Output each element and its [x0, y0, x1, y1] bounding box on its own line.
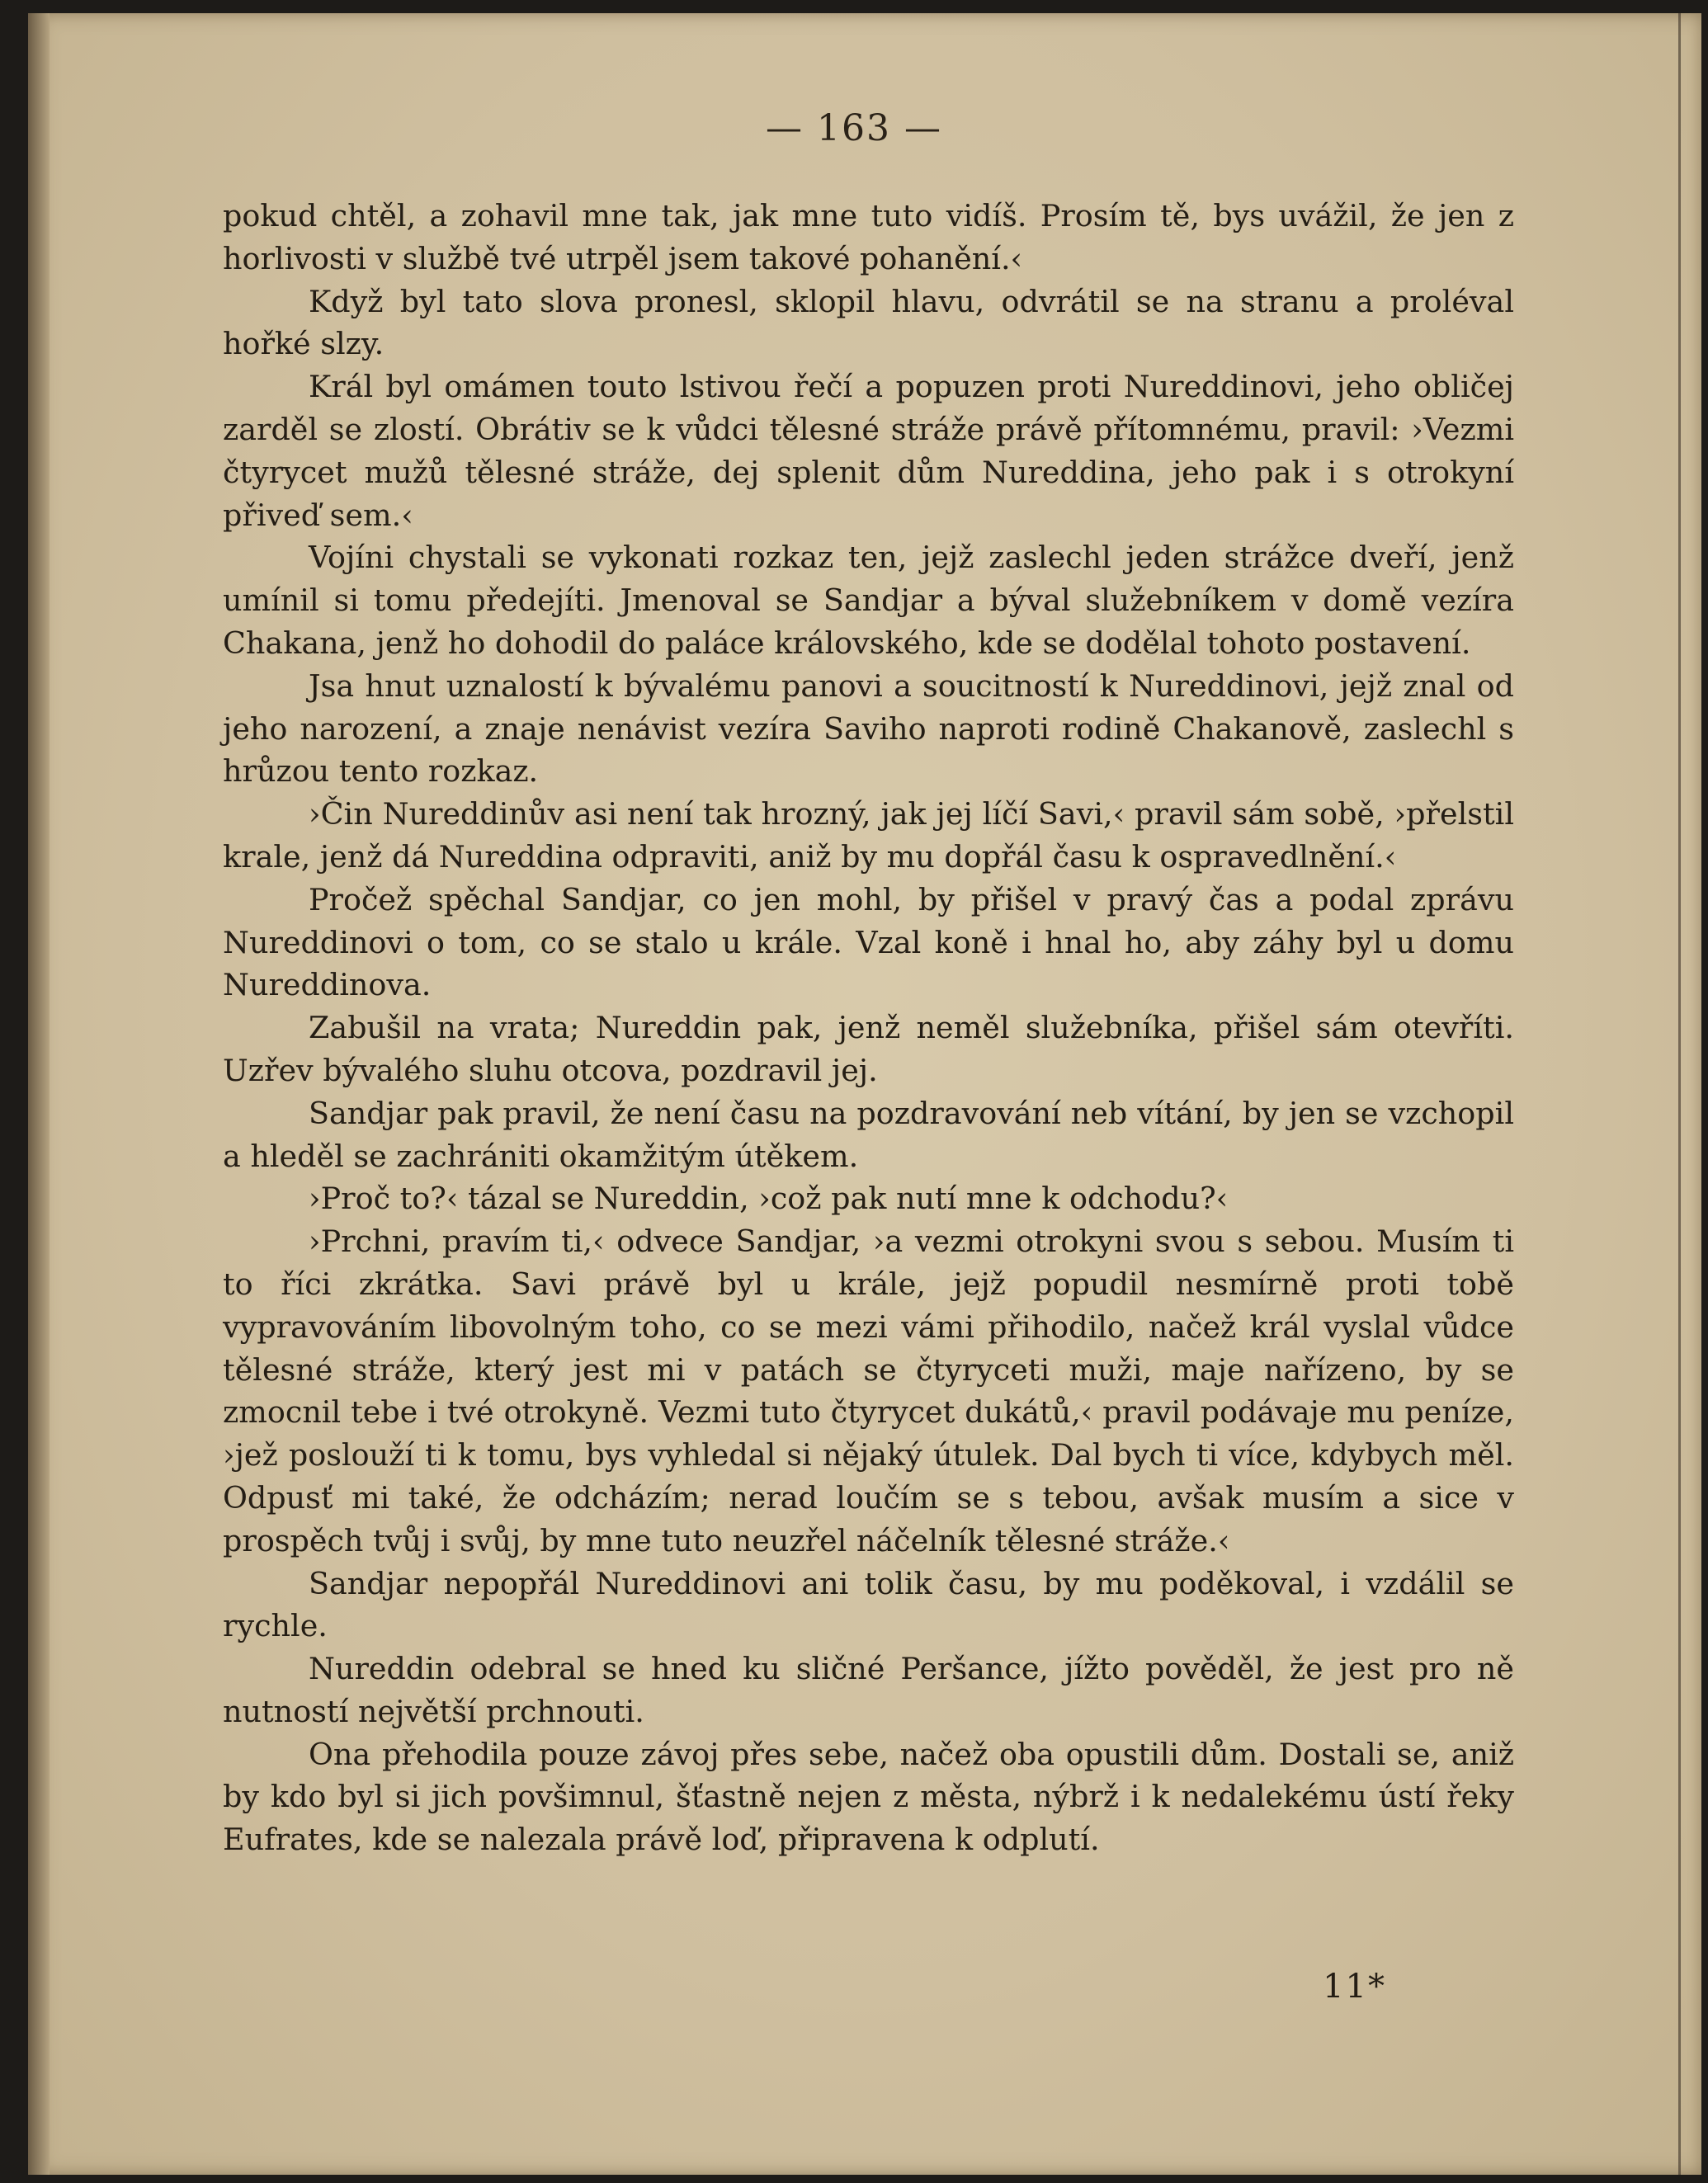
paragraph: pokud chtěl, a zohavil mne tak, jak mne tuto vidíš. Prosím tě, bys uvážil, že jen z horlivosti v službě tvé utrpěl jsem takové pohanění.‹	[223, 198, 1514, 276]
paragraph: Ona přehodila pouze závoj přes sebe, načež oba opustili dům. Dostali se, aniž by kdo byl si jich povšimnul, šťastně nejen z města, nýbrž i k nedalekému ústí řeky Eufrates, kde se nalezala právě loď, připravena k odplutí.	[223, 1736, 1514, 1858]
signature-mark: 11*	[1323, 1968, 1386, 2006]
paragraph: Zabušil na vrata; Nureddin pak, jenž neměl služebníka, přišel sám otevříti. Uzřev bývalého sluhu otcova, pozdravil jej.	[223, 1010, 1514, 1088]
paragraph: Pročež spěchal Sandjar, co jen mohl, by přišel v pravý čas a podal zprávu Nureddinovi o tom, co se stalo u krále. Vzal koně i hnal ho, aby záhy byl u domu Nureddinova.	[223, 881, 1514, 1003]
page-number: — 163 —	[766, 107, 942, 149]
paragraph: ›Čin Nureddinův asi není tak hrozný, jak jej líčí Savi,‹ pravil sám sobě, ›přelstil krale, jenž dá Nureddina odpraviti, aniž by mu dopřál času k ospravedlnění.‹	[223, 796, 1514, 875]
paragraph: Sandjar pak pravil, že není času na pozdravování neb vítání, by jen se vzchopil a hleděl se zachrániti okamžitým útěkem.	[223, 1095, 1514, 1174]
paragraph: Nureddin odebral se hned ku sličné Peršance, jížto pověděl, že jest pro ně nutností největší prchnouti.	[223, 1651, 1514, 1729]
page-edge	[1678, 13, 1681, 2175]
paragraph: ›Proč to?‹ tázal se Nureddin, ›což pak nutí mne k odchodu?‹	[309, 1181, 1229, 1217]
paragraph: Když byl tato slova pronesl, sklopil hlavu, odvrátil se na stranu a proléval hořké slzy.	[223, 283, 1514, 362]
paragraph: Sandjar nepopřál Nureddinovi ani tolik času, by mu poděkoval, i vzdálil se rychle.	[223, 1565, 1514, 1644]
paragraph: Jsa hnut uznalostí k bývalému panovi a soucitností k Nureddinovi, jejž znal od jeho narození, a znaje nenávist vezíra Saviho naproti rodině Chakanově, zaslechl s hrůzou tento rozkaz.	[223, 667, 1514, 790]
body-text	[223, 195, 1514, 1861]
paragraph: Král byl omámen touto lstivou řečí a popuzen proti Nureddinovi, jeho obličej zarděl se zlostí. Obrátiv se k vůdci tělesné stráže právě přítomnému, pravil: ›Vezmi čtyrycet mužů tělesné stráže, dej splenit dům Nureddina, jeho pak i s otrokyní přiveď sem.‹	[223, 369, 1514, 533]
paragraph: ›Prchni, pravím ti,‹ odvece Sandjar, ›a vezmi otrokyni svou s sebou. Musím ti to říci zkrátka. Savi právě byl u krále, jejž popudil nesmírně proti tobě vypravováním libovolným toho, co se mezi vámi přihodilo, načež král vyslal vůdce tělesné stráže, který jest mi v patách se čtyryceti muži, maje nařízeno, by se zmocnil tebe i tvé otrokyně. Vezmi tuto čtyrycet dukátů,‹ pravil podávaje mu peníze, ›jež poslouží ti k tomu, bys vyhledal si nějaký útulek. Dal bych ti více, kdybych měl. Odpusť mi také, že odcházím; nerad loučím se s tebou, avšak musím a sice v prospěch tvůj i svůj, by mne tuto neuzřel náčelník tělesné stráže.‹	[223, 1224, 1514, 1558]
paragraph: Vojíni chystali se vykonati rozkaz ten, jejž zaslechl jeden strážce dveří, jenž umínil si tomu předejíti. Jmenoval se Sandjar a býval služebníkem v domě vezíra Chakana, jenž ho dohodil do paláce královského, kde se dodělal tohoto postavení.	[223, 540, 1514, 661]
page-binding-shadow	[28, 13, 50, 2175]
